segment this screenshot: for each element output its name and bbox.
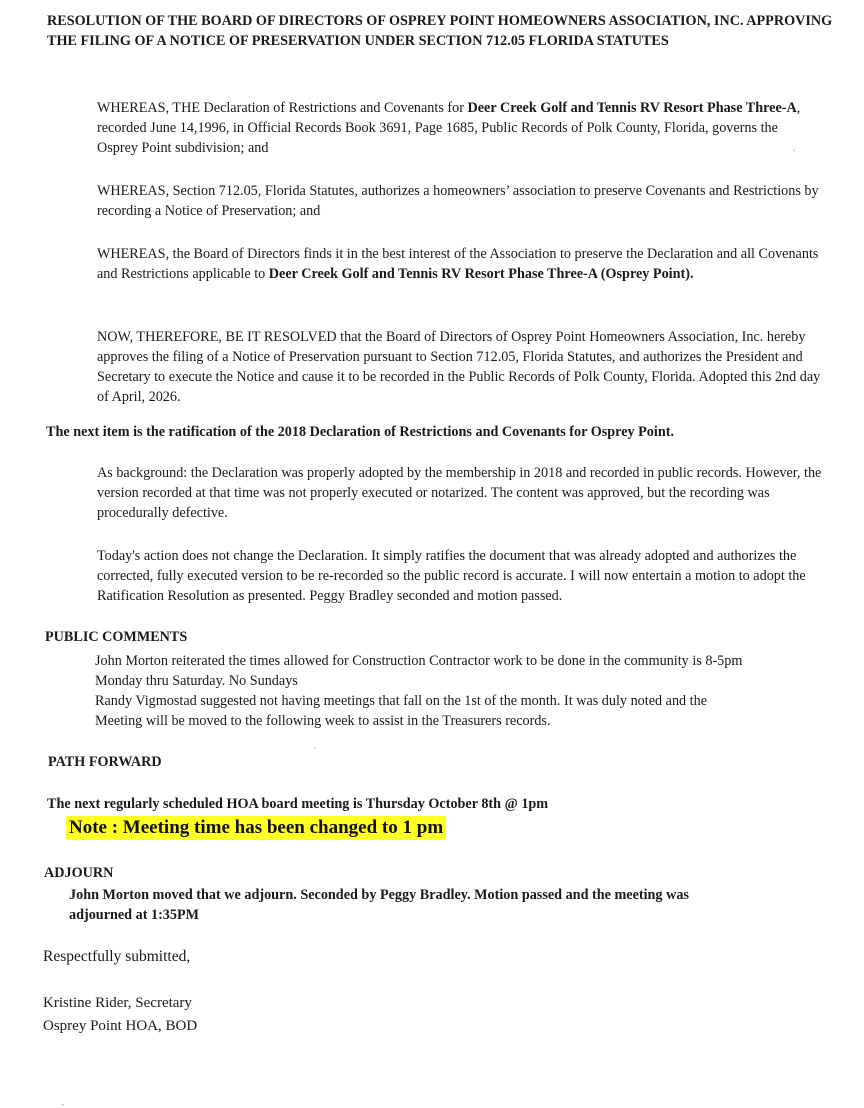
whereas-board-interest-bold: Deer Creek Golf and Tennis RV Resort Phase Three-A (Osprey Point). (268, 266, 694, 282)
public-comment-line: Randy Vigmostad suggested not having meetings that fall on the 1st of the month. It was duly noted and the (95, 693, 708, 709)
adjourn-body (69, 885, 829, 925)
resolved-clause: NOW, THEREFORE, BE IT RESOLVED that the Board of Directors of Osprey Point Homeowners Association, Inc. hereby approves the filing of a Notice of Preservation pursuant to Section 712.05, Florida Statutes, and authorizes the President and Secretary to execute the Notice and cause it to be recorded in the Public Records of Polk County, Florida. Adopted this 2nd day of April, 2026. (97, 329, 821, 405)
signature-block (43, 992, 197, 1038)
scan-speck (793, 150, 795, 151)
meeting-time-note: Note : Meeting time has been changed to 1 pm (66, 816, 446, 840)
path-forward-heading: PATH FORWARD (48, 754, 162, 770)
ratification-heading: The next item is the ratification of the 2018 Declaration of Restrictions and Covenants for Osprey Point. (46, 424, 674, 440)
public-comment-line: Meeting will be moved to the following week to assist in the Treasurers records. (95, 713, 551, 729)
next-meeting-text: The next regularly scheduled HOA board meeting is Thursday October 8th @ 1pm (47, 796, 549, 812)
public-comment-line: John Morton reiterated the times allowed for Construction Contractor work to be done in the community is 8-5pm (95, 653, 743, 669)
ratification-action: Today's action does not change the Declaration. It simply ratifies the document that was already adopted and authorizes the corrected, fully executed version to be re-recorded so the public record is accurate. I will now entertain a motion to adopt the Ratification Resolution as presented. Peggy Bradley seconded and motion passed. (97, 548, 806, 604)
adjourn-line: John Morton moved that we adjourn. Seconded by Peggy Bradley. Motion passed and the meeting was (69, 887, 689, 903)
whereas-declaration-post: , recorded June 14,1996, in Official Records Book 3691, Page 1685, Public Records of Polk County, Florida, governs the Osprey Point subdivision; and (97, 100, 801, 156)
whereas-declaration-pre: WHEREAS, THE Declaration of Restrictions and Covenants for (97, 100, 468, 116)
whereas-declaration (97, 98, 822, 158)
ratification-background: As background: the Declaration was properly adopted by the membership in 2018 and recorded in public records. However, the version recorded at that time was not properly executed or notarized. The content was approved, but the recording was procedurally defective. (97, 465, 822, 521)
adjourn-line: adjourned at 1:35PM (69, 907, 200, 923)
whereas-board-interest-pre: WHEREAS, the Board of Directors finds it in the best interest of the Association to preserve the Declaration and all Covenants and Restrictions applicable to (97, 246, 819, 282)
public-comments-body (95, 651, 835, 731)
adjourn-heading: ADJOURN (44, 865, 114, 881)
whereas-statute: WHEREAS, Section 712.05, Florida Statutes, authorizes a homeowners’ association to preserve Covenants and Restrictions by recording a Notice of Preservation; and (97, 183, 819, 219)
signature-org: Osprey Point HOA, BOD (43, 1018, 198, 1034)
public-comment-line: Monday thru Saturday. No Sundays (95, 673, 298, 689)
scan-speck (314, 748, 316, 749)
closing-text: Respectfully submitted, (43, 948, 191, 965)
whereas-declaration-bold: Deer Creek Golf and Tennis RV Resort Phase Three-A (467, 100, 797, 116)
resolution-title: RESOLUTION OF THE BOARD OF DIRECTORS OF OSPREY POINT HOMEOWNERS ASSOCIATION, INC. APPROVING THE FILING OF A NOTICE OF PRESERVATION UNDER SECTION 712.05 FLORIDA STATUTES (47, 13, 833, 49)
signature-name: Kristine Rider, Secretary (43, 995, 192, 1011)
public-comments-heading: PUBLIC COMMENTS (45, 629, 188, 645)
scan-speck (62, 1104, 64, 1105)
whereas-board-interest (97, 244, 822, 284)
